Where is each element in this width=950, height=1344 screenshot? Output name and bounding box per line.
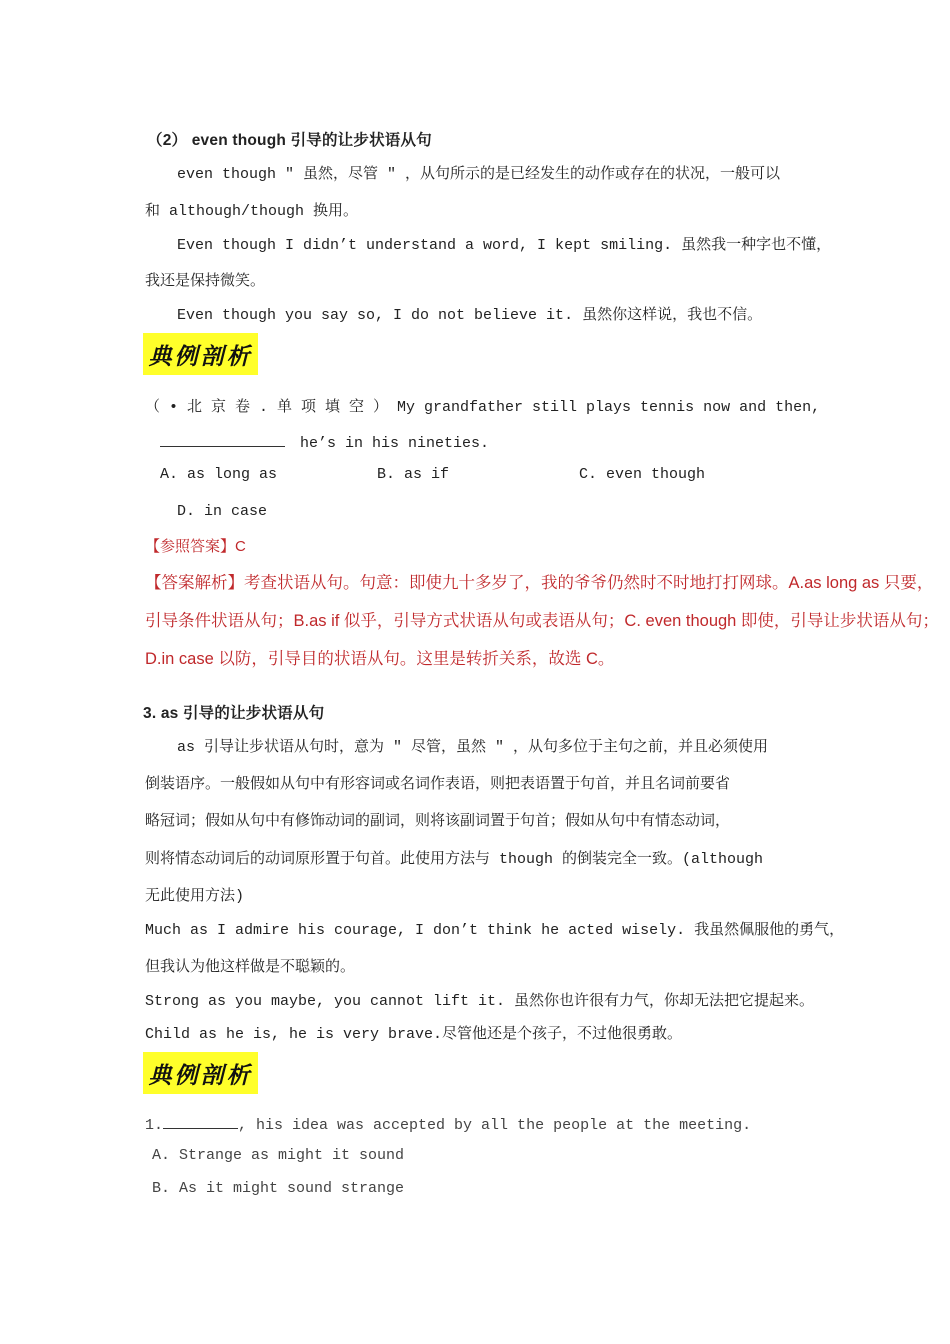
paragraph-line: 无此使用方法) <box>145 888 245 905</box>
option-b: B. As it might sound strange <box>152 1180 405 1197</box>
answer-explanation-line: 【答案解析】考查状语从句。句意：即使九十多岁了，我的爷爷仍然时不时地打打网球。A.as long as 只要， <box>145 574 934 592</box>
option-d: D. in case <box>177 503 268 520</box>
option-c: C. even though <box>579 466 706 483</box>
option-a: A. Strange as might it sound <box>152 1147 405 1164</box>
option-a: A. as long as <box>160 466 278 483</box>
example-analysis-stamp: 典例剖析 <box>143 1052 258 1094</box>
paragraph-line: 略冠词；假如从句中有修饰动词的副词，则将该副词置于句首；假如从句中有情态动词， <box>145 813 731 830</box>
section-heading-even-though: （2） even though 引导的让步状语从句 <box>147 132 432 149</box>
example-analysis-stamp: 典例剖析 <box>143 333 258 375</box>
paragraph-line: 和 although/though 换用。 <box>145 203 359 220</box>
reference-answer: 【参照答案】C <box>145 538 246 555</box>
question-stem: 1. , his idea was accepted by all the people at the meeting. <box>145 1114 751 1134</box>
section-heading-as: 3. as 引导的让步状语从句 <box>143 705 325 722</box>
paragraph-line: 则将情态动词后的动词原形置于句首。此使用方法与 though 的倒装完全一致。(although <box>145 851 764 868</box>
example-sentence: Child as he is, he is very brave.尽管他还是个孩子，不过他很勇敢。 <box>145 1026 683 1043</box>
answer-explanation-line: 引导条件状语从句；B.as if 似乎，引导方式状语从句或表语从句；C. even though 即使，引导让步状语从句； <box>145 612 939 630</box>
answer-blank <box>163 1114 238 1129</box>
paragraph-line: as 引导让步状语从句时，意为 " 尽管，虽然 " ，从句多位于主句之前，并且必须使用 <box>177 739 769 756</box>
paragraph-line: even though " 虽然，尽管 " ，从句所示的是已经发生的动作或存在的状况，一般可以 <box>177 166 781 183</box>
option-b: B. as if <box>377 466 450 483</box>
answer-blank <box>160 432 285 447</box>
example-sentence: Even though I didn’t understand a word, I kept smiling. 虽然我一种字也不懂， <box>177 237 832 254</box>
question-stem: （ • 北 京 卷 . 单 项 填 空 ） My grandfather still plays tennis now and then, <box>145 399 821 416</box>
answer-explanation-line: D.in case 以防，引导目的状语从句。这里是转折关系，故选 C。 <box>145 650 615 668</box>
example-sentence: Strong as you maybe, you cannot lift it. 虽然你也许很有力气，你却无法把它提起来。 <box>145 993 815 1010</box>
example-sentence: Much as I admire his courage, I don’t think he acted wisely. 我虽然佩服他的勇气， <box>145 922 845 939</box>
paragraph-line: 倒装语序。一般假如从句中有形容词或名词作表语，则把表语置于句首，并且名词前要省 <box>145 776 731 793</box>
example-sentence: Even though you say so, I do not believe it. 虽然你这样说，我也不信。 <box>177 307 763 324</box>
example-translation: 但我认为他这样做是不聪颖的。 <box>145 959 356 976</box>
question-stem-line2: he’s in his nineties. <box>160 432 489 452</box>
example-translation: 我还是保持微笑。 <box>145 273 266 290</box>
